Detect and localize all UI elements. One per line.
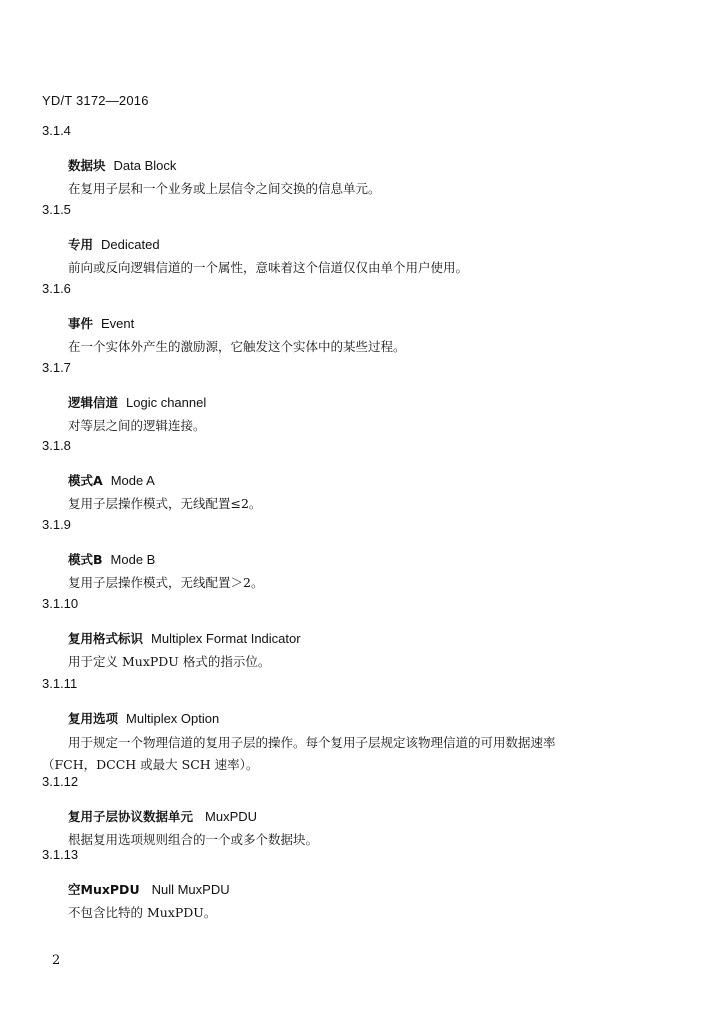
term-definition: 用于定义 MuxPDU 格式的指示位。 [68,654,271,669]
term-line [68,550,155,568]
term-english: Dedicated [101,237,160,252]
term-chinese: 专用 [68,237,94,252]
term-line [68,807,257,825]
clause-number: 3.1.13 [42,847,79,862]
term-line [68,393,206,411]
term-english: Null MuxPDU [151,882,230,897]
term-line [68,156,176,174]
term-chinese: 数据块 [68,158,106,173]
term-chinese: 逻辑信道 [68,395,119,410]
term-english: Event [101,316,135,331]
term-line [68,629,301,647]
term-chinese: 复用选项 [68,711,119,726]
clause-number: 3.1.5 [42,202,71,217]
term-english: Mode B [110,552,156,567]
term-definition: 根据复用选项规则组合的一个或多个数据块。 [68,832,319,847]
clause-number: 3.1.7 [42,360,71,375]
term-definition: 复用子层操作模式，无线配置＞2。 [68,575,264,590]
term-chinese: 模式A [68,473,103,488]
term-definition: 不包含比特的 MuxPDU。 [68,905,217,920]
term-english: Logic channel [126,395,207,410]
clause-number: 3.1.6 [42,281,71,296]
term-chinese: 复用格式标识 [68,631,144,646]
definition-line-1: 用于规定一个物理信道的复用子层的操作。每个复用子层规定该物理信道的可用数据速率 [68,735,556,750]
term-line [68,235,160,253]
term-line [68,880,230,898]
term-english: Mode A [110,473,155,488]
clause-number: 3.1.4 [42,123,71,138]
clause-number: 3.1.9 [42,517,71,532]
term-definition [42,732,622,776]
term-line [68,709,219,727]
term-english: MuxPDU [205,809,258,824]
term-line [68,471,155,489]
term-line [68,314,134,332]
term-chinese: 空MuxPDU [68,882,140,897]
clause-number: 3.1.11 [42,676,78,691]
term-english: Data Block [113,158,177,173]
term-english: Multiplex Format Indicator [151,631,301,646]
clause-number: 3.1.8 [42,438,71,453]
term-definition: 在复用子层和一个业务或上层信令之间交换的信息单元。 [68,181,381,196]
clause-number: 3.1.12 [42,774,79,789]
term-definition: 复用子层操作模式，无线配置≤2。 [68,496,262,511]
term-chinese: 模式B [68,552,103,567]
clause-number: 3.1.10 [42,596,79,611]
term-chinese: 复用子层协议数据单元 [68,809,194,824]
term-chinese: 事件 [68,316,94,331]
definition-line-2: （FCH，DCCH 或最大 SCH 速率）。 [42,757,259,772]
term-definition: 在一个实体外产生的激励源，它触发这个实体中的某些过程。 [68,339,406,354]
term-definition: 前向或反向逻辑信道的一个属性，意味着这个信道仅仅由单个用户使用。 [68,260,469,275]
term-definition: 对等层之间的逻辑连接。 [68,418,206,433]
document-id-header: YD/T 3172—2016 [42,93,149,108]
term-english: Multiplex Option [126,711,220,726]
page-number: 2 [52,953,61,968]
